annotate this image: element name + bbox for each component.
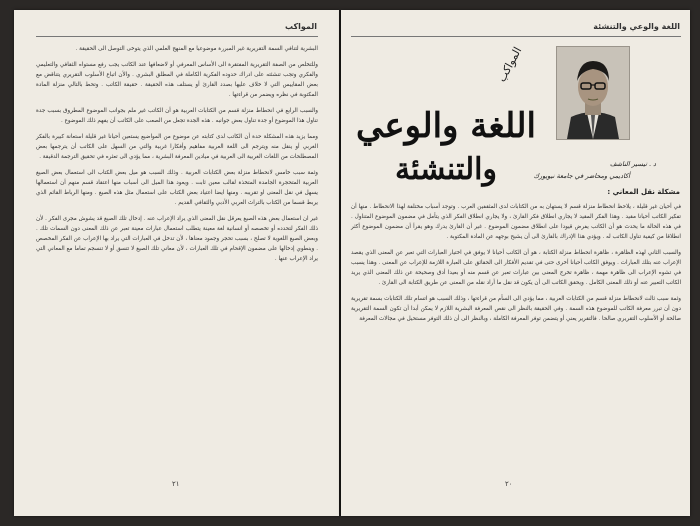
right-page bbox=[341, 10, 690, 516]
body-text bbox=[351, 202, 681, 330]
article-title-line1: اللغة والوعي bbox=[356, 106, 536, 146]
paragraph: البشرية لتنافي السمة التقريرية غير المبررة موضوعيا مع المنهج العلمي الذي يتوخى التوصل الى الحقيقة . bbox=[75, 46, 318, 52]
paragraph: غير ان استعمال بعض هذه الصيغ يعرقل نقل المعنى الذي يراد الإعراب عنه . إدخال تلك الصيغ قد يشوش مجرى الفكر . لأن ذلك الفكر لتحدده أو تخصصه أو انسانية لغة معينة يتطلب استعمال عبارات معينة تعبر عن ذلك المعنى دون السمات تلك . وبعض الصيغ اللغوية لا تصلح ، بسبب تحجر وجمود معناها ، لأن تدخل في العبارات التي يراد بها الإعراب عن الفكر المخصص . وينطوي إدخالها على مضمون الإقحام في تلك العبارات ، لأن معاني تلك الصيغ لا تتسق أو لا تنسجم تماما مع المعاني التي يراد الإعراب عنها . bbox=[36, 216, 318, 262]
paragraph: وثمة سبب خامس لانحطاط منزلة بعض الكتابات العربية . وذلك السبب هو ميل بعض الكتاب الى استعمال بعض الصيغ العربية المتحجرة الجامدة المتخذة لقالب معين ثابت . ويعود هذا الميل الى أسباب منها اعتقاد قسم منهم أن استعمالها يسهل في نقل المعنى او تقريبه . ومنها ايضا اعتياد بعض الكتاب على استعمال مثل هذه الصيغ . ومنها الرباط القائم الذي يربط قسما من الكتاب بالتراث العربي الأدبي والثقافي القديم . bbox=[36, 170, 318, 206]
author-photo bbox=[556, 46, 630, 140]
running-head: المواكب bbox=[285, 22, 317, 31]
author-name: د . تيسير الناشف bbox=[609, 160, 656, 168]
article-title-line2: والتنشئة bbox=[395, 152, 497, 187]
header-rule bbox=[36, 36, 318, 37]
page-number: ٢٠ bbox=[505, 480, 513, 488]
paragraph: والسبب الثاني لهذه الظاهرة ، ظاهرة انحطاط منزلة الكتابة ، هو أن الكاتب أحيانا لا يوفق في اختيار العبارات التي تعبر عن المعنى الذي يقصد الإعراب عنه بتلك العبارات . ويوفق الكاتب أحيانا أخرى حتى في تقديم الأفكار الى الحقائق على العبارة اللازمة للإعراب عن المعنى . وهذا يسبب في تشوه الإعراب الى ظاهرة مهمة ، ظاهرة تخرج المعنى بين عبارات تعبر عن قسم منه أو بعيدا أدق وصحيحة عن ذلك المعنى الذي يريد الكاتب التعبير عنه أو ذلك المعنى الكامل . ويحقق الكاتب الى أن يكون قد نقل ما أراد نقله من المعنى عن طريق الكتابة الى القارئ . bbox=[351, 250, 681, 286]
body-text bbox=[36, 44, 318, 270]
header-rule bbox=[351, 36, 681, 37]
author-credit: أكاديمي ومحاضر في جامعة نيويورك bbox=[533, 172, 630, 180]
paragraph: في أحيان غير قليلة ، يلاحظ انحطاط منزلة قسم لا يستهان به من الكتابات لدى المثقفين العرب . وتوجد أسباب مختلفة لهذا الانحطاط . منها أن تفكير الكاتب أحيانا مقيد . وهذا الفكر المقيد لا يجاري انطلاق فكر القارئ ، ولا يجاري انطلاق الفكر الذي يتأمل في مضمون الموضوع المتناول . في هذه الحالة ما يحدث هو أن الكاتب يفرض قيودا على انطلاق مضمون الموضوع . غير أن القارئ يدرك وهو يقرأ أن مضمون الموضوع أكثر انطلاقا من كيفية تناول الكاتب له . ويؤدي هذا الإدراك بالقارئ الى أن يشيح بوجهه عن المادة المكتوبة . bbox=[351, 204, 681, 240]
paragraph: ومما يزيد هذه المشكلة حدة أن الكاتب لدى كتابته عن موضوع من المواضيع يستعين أحيانا غير قليلة استعانة كبيرة بالفكر الغربي أو ينقل منه ويترجم الى اللغة العربية مفاهيم وأفكارا غربية والتي من السهل على الكاتب أن يترجمها بعض المصطلحات من اللغات الغربية الى العربية في ميادين المعرفة البشرية ، مما يؤدي الى تعثره في تحقيق الترجمة الدقيقة . bbox=[36, 134, 318, 160]
paragraph: وثمة سبب ثالث لانحطاط منزلة قسم من الكتابات العربية ، مما يؤدي الى السأم من قراءتها ، وذلك السبب هو اتسام تلك الكتابات بسمة تقريرية دون أن تبرر معرفة الكاتب للموضوع هذه السمة . وفي الحقيقة بالنظر الى نقص المعرفة البشرية اللازم لا يمكن أبدا أن تكون السمة التقريرية صالحة أو الأسلوب التقريري صالحا . فالتقرير يعني أو يتضمن توفر المعرفة الكاملة ، وبالنظر الى أن ذلك التوفر مستحيل في مجالات المعرفة bbox=[351, 296, 681, 322]
paragraph: والسبب الرابع في انحطاط منزلة قسم من الكتابات العربية هو أن الكاتب غير ملم بجوانب الموضوع المطروق بسبب جدة تناول هذا الموضوع أو جدة تناول بعض جوانبه . هذه الجدة تجعل من الصعب على الكاتب أن يفهم ذلك الموضوع . bbox=[36, 108, 318, 124]
running-head: اللغة والوعي والتنشئة bbox=[593, 22, 680, 31]
section-heading: مشكلة نقل المعاني : bbox=[607, 188, 680, 196]
page-number: ٢١ bbox=[172, 480, 180, 488]
paragraph: وللتخلص من الصفة التقريرية المفتقرة الى الأساس المعرفي أو لاضعافها عند الكاتب يجب رفع مستواه الثقافي والتعليمي والفكري وتجب تنشئته على ادراك حدوده الفكرية الكاملة في المطلق البشري . والأن اتباع الأسلوب التقريري يتناقض مع بعض المقاييس التي لا خلاف عليها بصدد القارئ أو يستلف هذه الحقيقة . حقيقة الكاتب . وتحط بالتالي منزلة المادة المكتوبة في نظره ويضمر من قراءتها . bbox=[36, 62, 318, 98]
handwritten-signature: المواكب bbox=[495, 44, 525, 85]
left-page bbox=[14, 10, 339, 516]
